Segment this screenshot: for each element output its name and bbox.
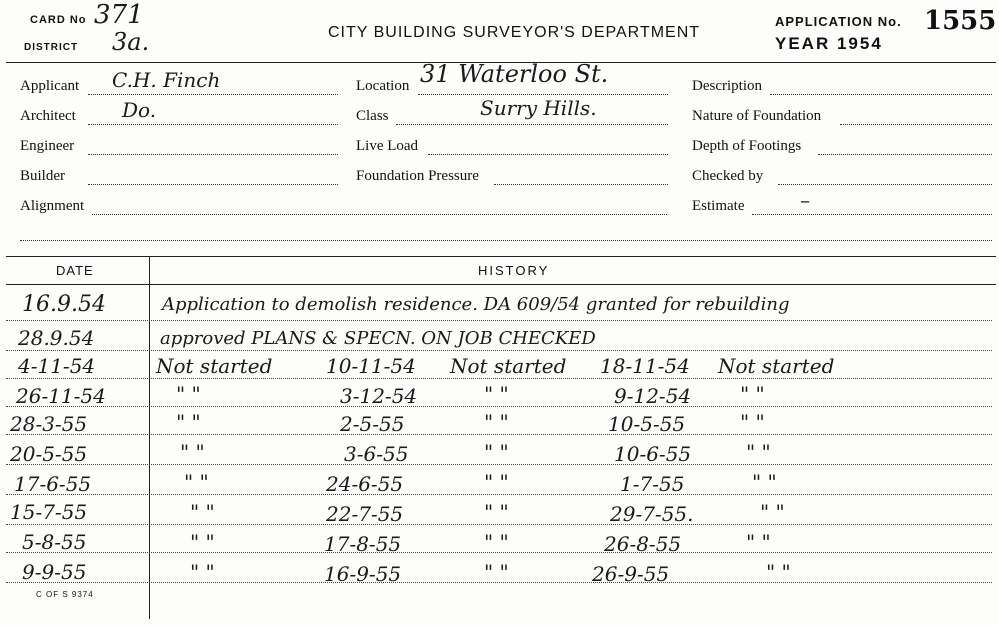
row-ditto: " "	[484, 560, 509, 584]
row-history-date3: 26-9-55	[592, 562, 670, 586]
row-history-date3: 18-11-54	[600, 354, 690, 378]
applicant-line	[88, 94, 338, 95]
location-value: 31 Waterloo St.	[420, 60, 609, 88]
row-line	[6, 464, 992, 465]
estimate-value: –	[800, 188, 810, 212]
alignment-label: Alignment	[20, 198, 85, 214]
row-history-col3: Not started	[718, 354, 835, 378]
row-ditto: " "	[176, 410, 201, 434]
row-ditto: " "	[752, 470, 777, 494]
form-code: C OF S 9374	[36, 590, 94, 599]
applicant-value: C.H. Finch	[112, 68, 221, 92]
row-line	[6, 378, 992, 379]
row-ditto: " "	[184, 470, 209, 494]
estimate-label: Estimate	[692, 198, 745, 214]
row-date: 9-9-55	[22, 560, 87, 584]
engineer-label: Engineer	[20, 138, 75, 154]
row-line	[6, 494, 992, 495]
district-label: DISTRICT	[24, 42, 79, 53]
row-ditto: " "	[766, 560, 791, 584]
nature-line	[840, 124, 992, 125]
row-date: 4-11-54	[18, 354, 96, 378]
date-column-divider	[149, 257, 150, 619]
application-number: 1555	[924, 6, 997, 36]
architect-line	[88, 124, 338, 125]
row-date: 26-11-54	[16, 384, 106, 408]
row-history-date3: 29-7-55.	[610, 502, 694, 526]
row-ditto: " "	[484, 382, 509, 406]
row-ditto: " "	[180, 440, 205, 464]
row-ditto: " "	[740, 410, 765, 434]
foundation-pressure-line	[494, 184, 668, 185]
class-label: Class	[356, 108, 389, 124]
year-label: YEAR 1954	[775, 34, 883, 53]
builder-label: Builder	[20, 168, 65, 184]
row-history-date3: 10-5-55	[608, 412, 686, 436]
row-ditto: " "	[484, 530, 509, 554]
row-date: 15-7-55	[10, 500, 88, 524]
depth-of-footings-label: Depth of Footings	[692, 138, 802, 154]
application-label: APPLICATION No.	[775, 14, 902, 29]
live-load-label: Live Load	[356, 138, 419, 154]
card-no-value: 371	[94, 0, 144, 30]
row-date: 28-3-55	[10, 412, 88, 436]
description-label: Description	[692, 78, 762, 94]
row-history-date2: 22-7-55	[326, 502, 404, 526]
row-ditto: " "	[190, 500, 215, 524]
row-line	[6, 524, 992, 525]
header-rule	[6, 284, 996, 285]
class-value: Surry Hills.	[480, 96, 597, 120]
row-history-date2: 17-8-55	[324, 532, 402, 556]
row-line	[6, 320, 992, 321]
builder-line	[88, 184, 338, 185]
row-ditto: " "	[176, 382, 201, 406]
row-ditto: " "	[746, 530, 771, 554]
row-history: approved PLANS & SPECN. ON JOB CHECKED	[160, 328, 596, 349]
blank-line	[20, 240, 992, 241]
architect-value: Do.	[122, 98, 157, 122]
table-top-rule	[6, 256, 996, 257]
row-ditto: " "	[484, 500, 509, 524]
history-header: HISTORY	[478, 263, 550, 278]
row-date: 17-6-55	[14, 472, 92, 496]
nature-of-foundation-label: Nature of Foundation	[692, 108, 822, 124]
card-no-label: CARD No	[30, 14, 87, 26]
row-history-date2: 2-5-55	[340, 412, 405, 436]
estimate-line	[752, 214, 992, 215]
row-ditto: " "	[190, 560, 215, 584]
row-ditto: " "	[746, 440, 771, 464]
description-line	[770, 94, 992, 95]
engineer-line	[88, 154, 338, 155]
checked-by-label: Checked by	[692, 168, 764, 184]
row-history-date2: 10-11-54	[326, 354, 416, 378]
row-history-date2: 24-6-55	[326, 472, 404, 496]
row-history-date3: 26-8-55	[604, 532, 682, 556]
architect-label: Architect	[20, 108, 76, 124]
department-title: CITY BUILDING SURVEYOR'S DEPARTMENT	[328, 24, 701, 41]
alignment-line	[92, 214, 667, 215]
row-date: 28.9.54	[18, 326, 95, 350]
depth-line	[818, 154, 992, 155]
row-line	[6, 406, 992, 407]
row-line	[6, 350, 992, 351]
district-value: 3a.	[112, 28, 150, 56]
location-label: Location	[356, 78, 410, 94]
row-date: 20-5-55	[10, 442, 88, 466]
row-history-date2: 3-6-55	[344, 442, 409, 466]
row-ditto: " "	[484, 440, 509, 464]
location-line	[418, 94, 668, 95]
row-ditto: " "	[740, 382, 765, 406]
row-ditto: " "	[484, 410, 509, 434]
row-ditto: " "	[190, 530, 215, 554]
date-header: DATE	[56, 263, 94, 278]
row-date: 16.9.54	[22, 292, 106, 317]
row-history-date2: 3-12-54	[340, 384, 418, 408]
row-history-date2: 16-9-55	[324, 562, 402, 586]
checked-line	[778, 184, 992, 185]
live-load-line	[428, 154, 668, 155]
row-date: 5-8-55	[22, 530, 87, 554]
row-line	[6, 434, 992, 435]
class-line	[396, 124, 668, 125]
row-history-date3: 1-7-55	[620, 472, 685, 496]
row-history-date3: 9-12-54	[614, 384, 692, 408]
row-ditto: " "	[760, 500, 785, 524]
applicant-label: Applicant	[20, 78, 80, 94]
row-history-col2: Not started	[450, 354, 567, 378]
row-history: Application to demolish residence. DA 609/54 granted for rebuilding	[162, 294, 790, 315]
row-history-date3: 10-6-55	[614, 442, 692, 466]
row-history-col1: Not started	[156, 354, 273, 378]
foundation-pressure-label: Foundation Pressure	[356, 168, 479, 184]
row-ditto: " "	[484, 470, 509, 494]
